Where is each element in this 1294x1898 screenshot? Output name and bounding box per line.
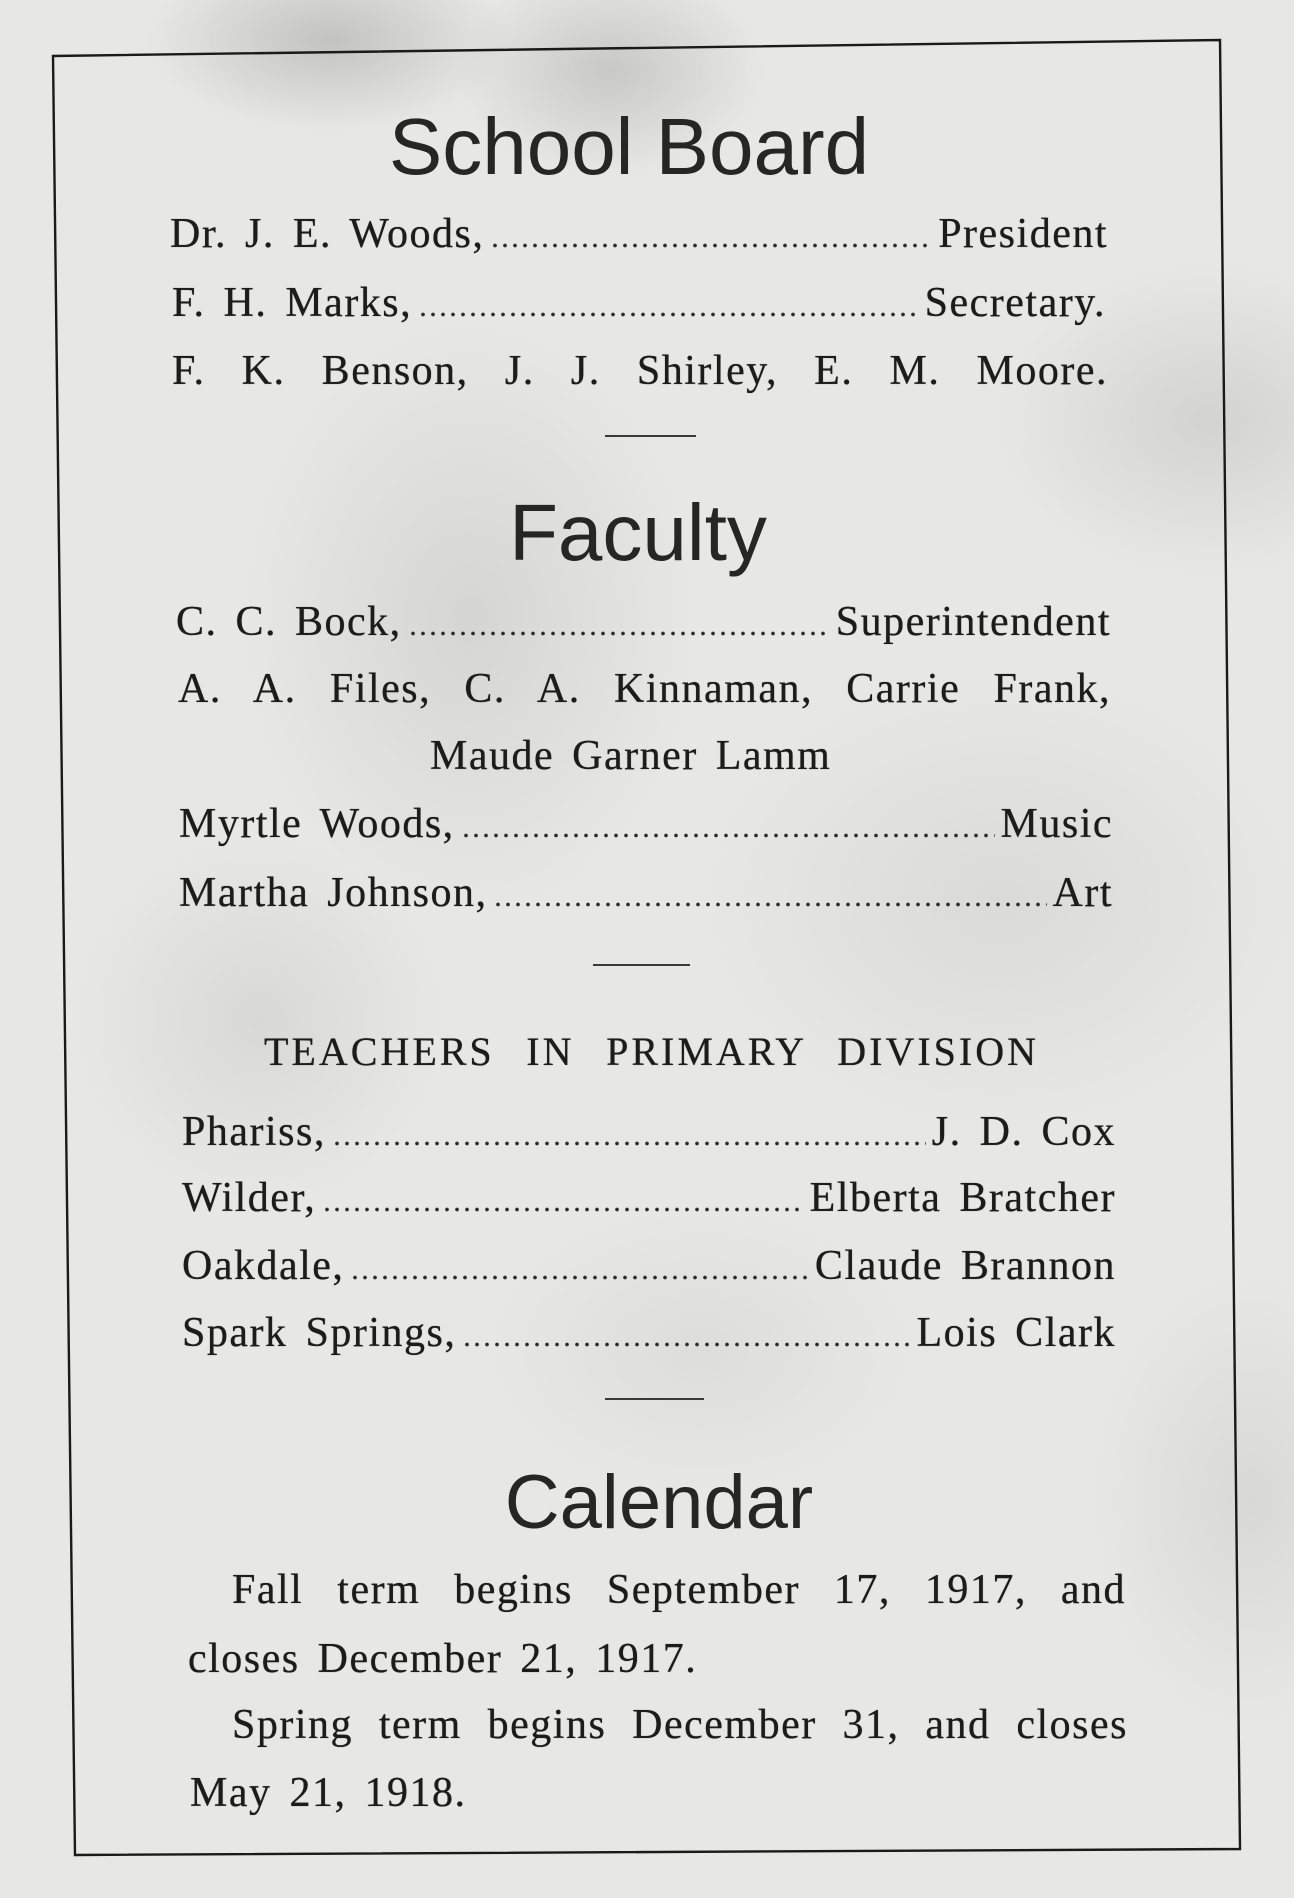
faculty-teachers-line-1: A. A. Files, C. A. Kinnaman, Carrie Frank, — [178, 666, 1111, 712]
faculty-teachers-line-2: Maude Garner Lamm — [430, 733, 832, 779]
school-name: Phariss, — [182, 1109, 326, 1155]
teacher-name: Lois Clark — [916, 1310, 1116, 1356]
faculty-row-music — [179, 801, 1113, 847]
faculty-row-art — [179, 870, 1113, 916]
calendar-fall-line-2: closes December 21, 1917. — [188, 1636, 698, 1682]
dot-leader — [462, 1342, 910, 1347]
primary-row — [182, 1243, 1116, 1289]
dot-leader — [332, 1141, 926, 1146]
board-members-list: F. K. Benson, J. J. Shirley, E. M. Moore. — [172, 348, 1108, 394]
teacher-name: Claude Brannon — [814, 1243, 1116, 1289]
calendar-spring-line-1: Spring term begins December 31, and closes — [232, 1702, 1128, 1748]
faculty-role: Art — [1052, 870, 1113, 916]
faculty-role: Music — [1000, 801, 1113, 847]
teacher-name: Elberta Bratcher — [809, 1175, 1116, 1221]
primary-row — [182, 1310, 1116, 1356]
board-member-role: President — [938, 211, 1108, 257]
dot-leader — [408, 631, 830, 636]
faculty-row-superintendent — [176, 599, 1111, 645]
primary-division-title: TEACHERS IN PRIMARY DIVISION — [264, 1029, 1039, 1074]
calendar-spring-line-2: May 21, 1918. — [190, 1770, 467, 1816]
dot-leader — [322, 1207, 803, 1212]
school-name: Spark Springs, — [182, 1310, 457, 1356]
section-divider — [605, 1398, 704, 1400]
school-name: Oakdale, — [182, 1243, 345, 1289]
faculty-title: Faculty — [509, 488, 767, 577]
dot-leader — [418, 312, 919, 317]
faculty-role: Superintendent — [835, 599, 1111, 645]
section-divider — [605, 435, 696, 437]
dot-leader — [490, 243, 932, 248]
board-row-president — [170, 211, 1108, 257]
primary-row — [182, 1175, 1116, 1221]
primary-row — [182, 1109, 1116, 1155]
calendar-title: Calendar — [504, 1460, 814, 1545]
school-board-title: School Board — [388, 102, 870, 191]
faculty-name: Martha Johnson, — [179, 870, 488, 916]
dot-leader — [350, 1275, 808, 1280]
school-name: Wilder, — [182, 1175, 317, 1221]
board-member-name: F. H. Marks, — [172, 280, 413, 326]
faculty-name: C. C. Bock, — [176, 599, 402, 645]
board-row-secretary — [172, 280, 1106, 326]
teacher-name: J. D. Cox — [931, 1109, 1116, 1155]
dot-leader — [461, 833, 995, 838]
board-member-name: Dr. J. E. Woods, — [170, 211, 485, 257]
section-divider — [593, 964, 690, 966]
board-member-role: Secretary. — [924, 280, 1106, 326]
dot-leader — [493, 902, 1046, 907]
faculty-name: Myrtle Woods, — [179, 801, 455, 847]
calendar-fall-line-1: Fall term begins September 17, 1917, and — [232, 1567, 1126, 1613]
